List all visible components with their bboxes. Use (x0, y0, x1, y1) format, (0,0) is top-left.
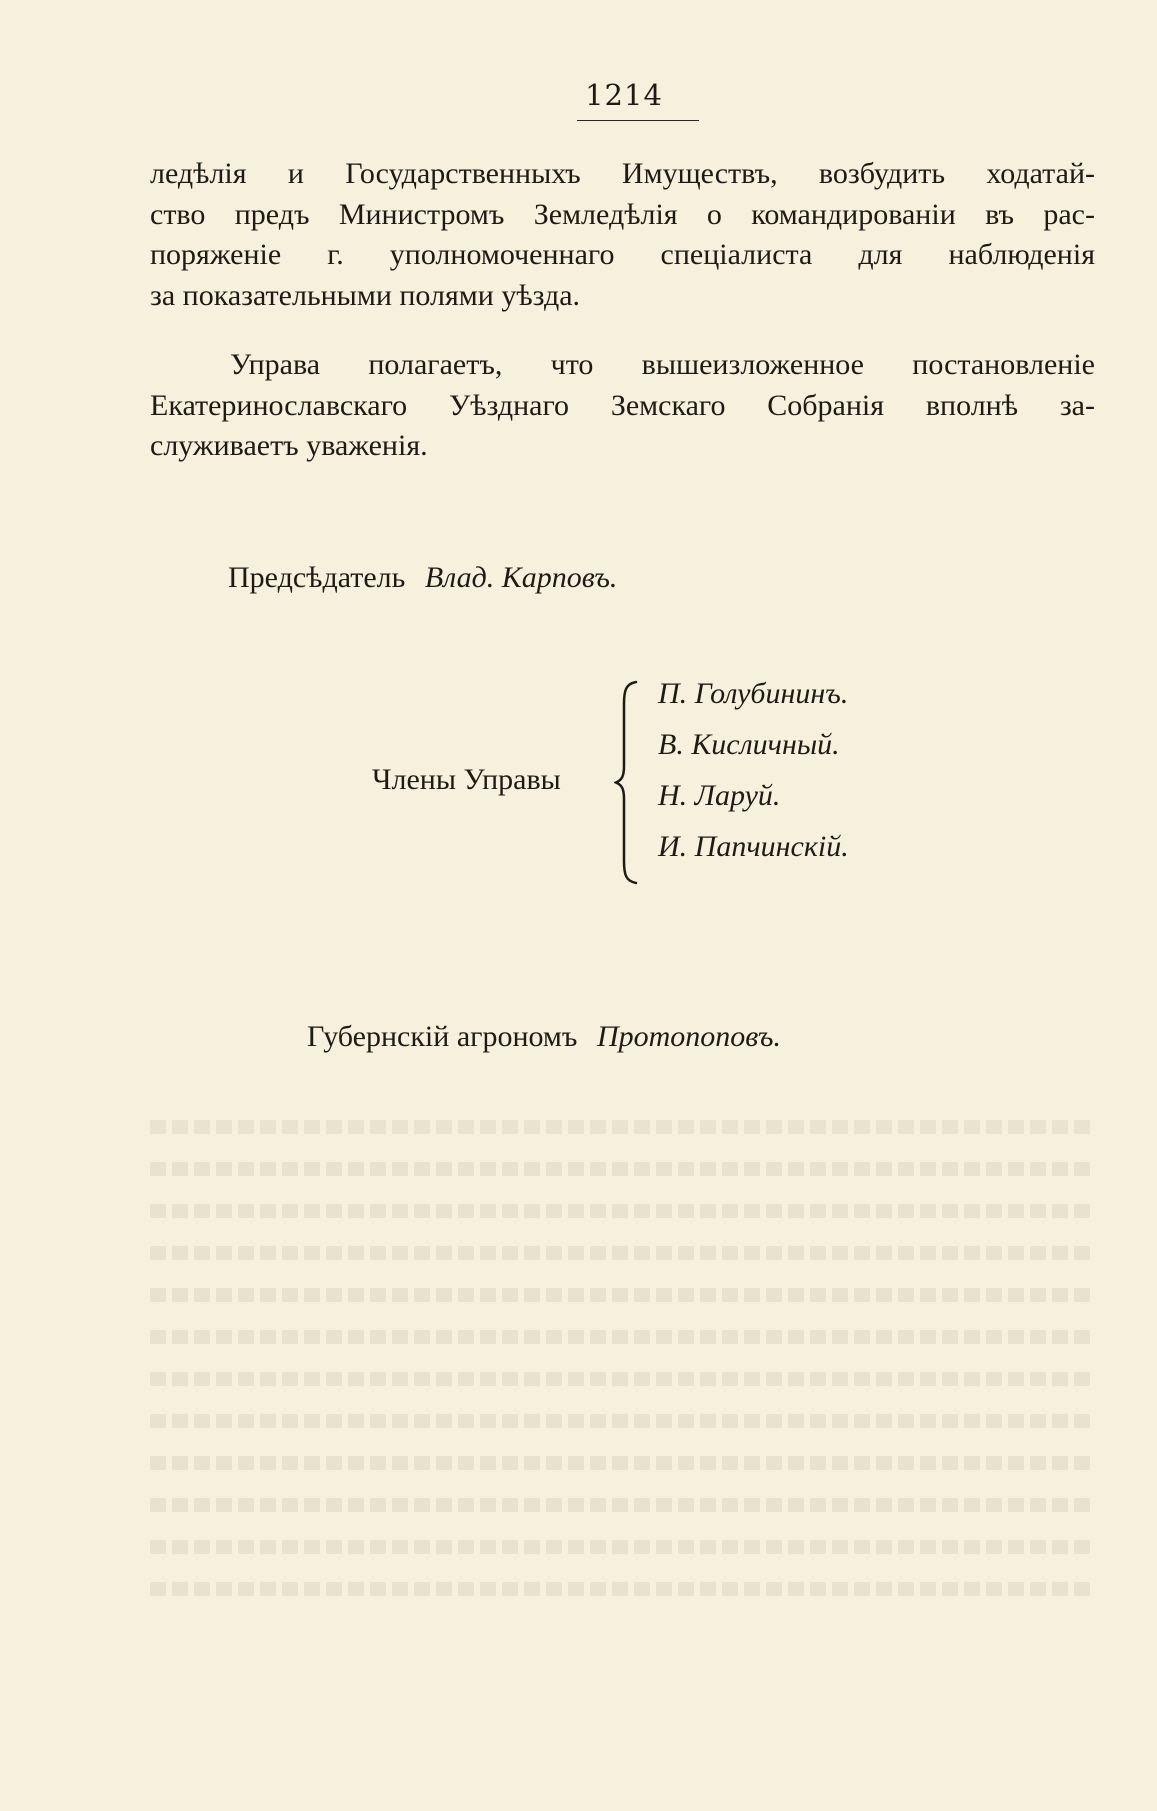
paragraph-2-line-2: Екатеринославскаго Уѣзднаго Земскаго Собранія вполнѣ за- (150, 388, 1095, 422)
member-name: П. Голубининъ. (658, 677, 849, 710)
member-name: И. Папчинскій. (658, 830, 849, 863)
members-label: Члены Управы (372, 763, 561, 796)
agronomist-title: Губернскій агрономъ (307, 1020, 578, 1053)
agronomist-name: Протопоповъ. (596, 1020, 781, 1053)
paragraph-1-line-2: ство предъ Министромъ Земледѣлія о командированіи въ рас- (150, 197, 1095, 231)
chairman-title: Предсѣдатель (228, 561, 406, 594)
page-number-rule (577, 120, 699, 121)
members-list (658, 668, 849, 872)
paragraph-1-line-3: поряженіе г. уполномоченнаго спеціалиста для наблюденія (150, 238, 1095, 271)
agronomist-signature (307, 1020, 781, 1054)
member-name: В. Кисличный. (658, 728, 840, 761)
paragraph-2-line-1: Управа полагаетъ, что вышеизложенное постановленіе (230, 348, 1095, 381)
curly-brace (614, 680, 640, 885)
paragraph-1 (150, 154, 1095, 316)
page-number: 1214 (585, 78, 663, 112)
member-name: Н. Ларуй. (658, 779, 781, 812)
paper-bleed-through (150, 1120, 1095, 1680)
paragraph-2 (150, 345, 1095, 467)
paragraph-1-line-4: за показательными полями уѣзда. (150, 278, 581, 312)
chairman-name: Влад. Карповъ. (424, 561, 618, 594)
paragraph-1-line-1: ледѣлія и Государственныхъ Имуществъ, возбудить ходатай- (150, 157, 1095, 190)
chairman-signature (228, 561, 617, 595)
paragraph-2-line-3: служиваетъ уваженія. (150, 429, 428, 462)
